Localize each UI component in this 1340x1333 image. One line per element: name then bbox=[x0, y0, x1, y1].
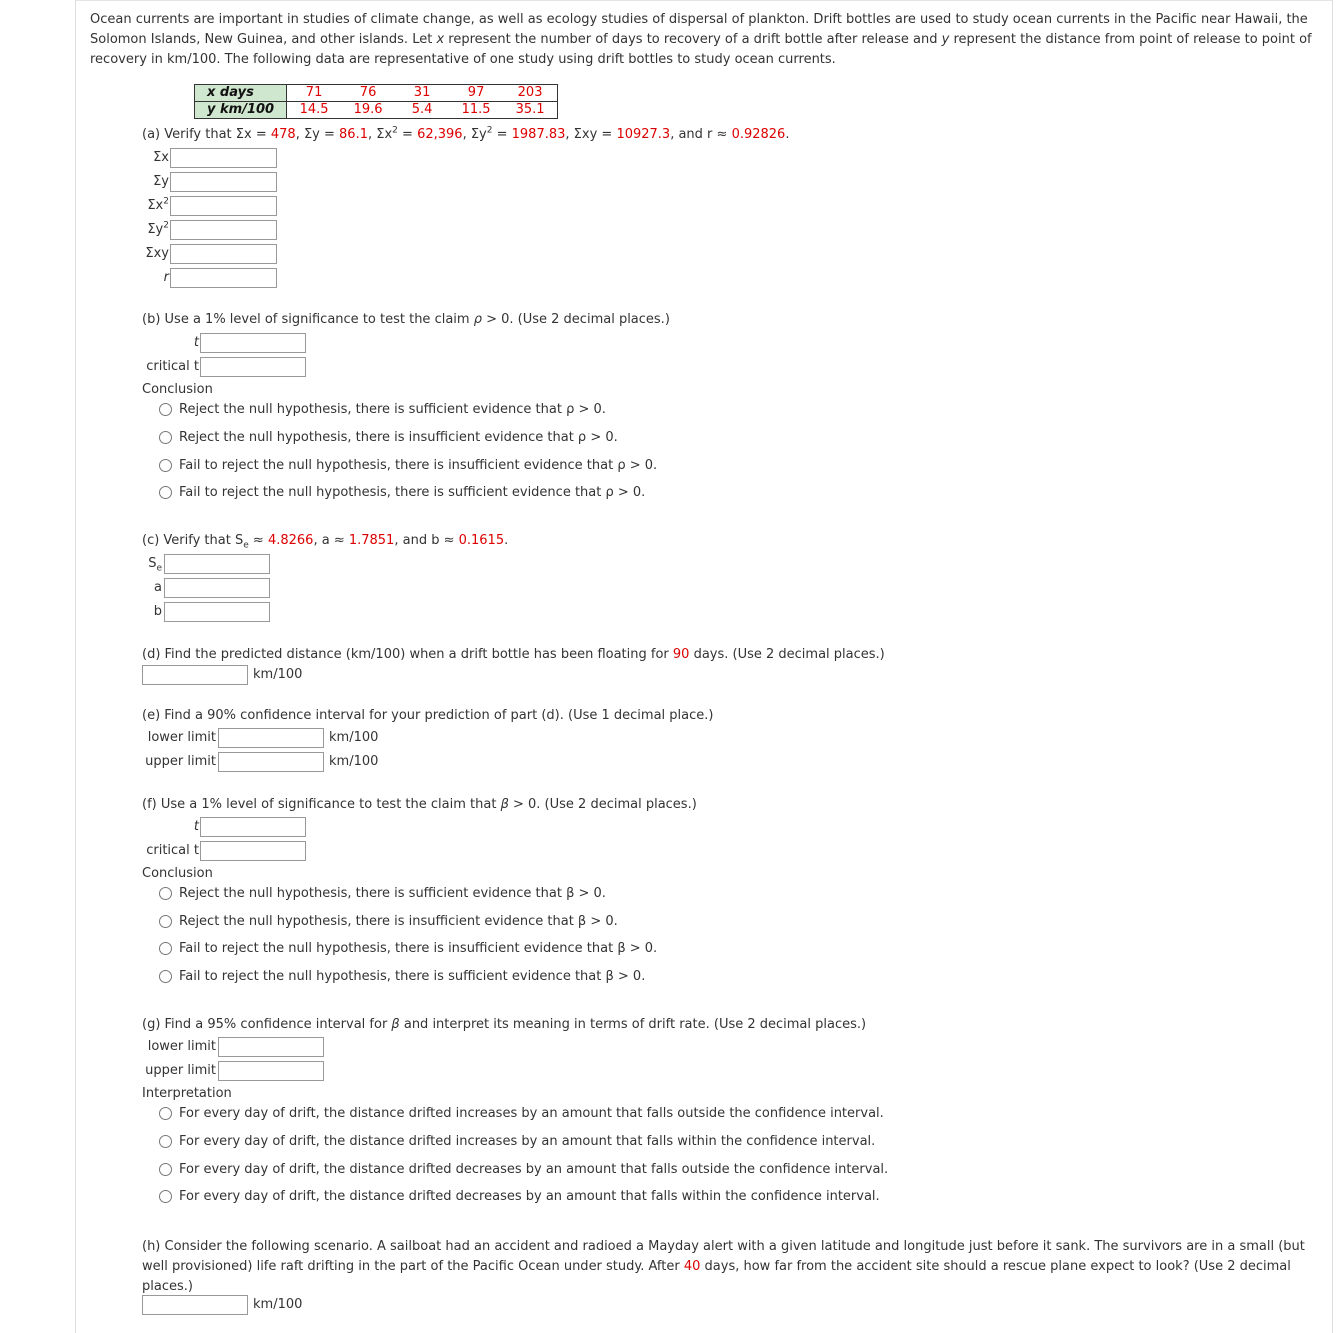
part-b-question: (b) Use a 1% level of significance to test the claim ρ > 0. (Use 2 decimal places.) bbox=[142, 312, 670, 327]
part-g-interpretation-label: Interpretation bbox=[142, 1086, 232, 1101]
part-c-question: (c) Verify that $S_e \approx 4.8266$, a ≈ 1.7851, and b ≈ 0.1615. bbox=[142, 533, 509, 551]
part-d-question: (d) Find the predicted distance (km/100) when a drift bottle has been floating for 90 days. (Use 2 decimal places.) bbox=[142, 647, 885, 662]
part-e-upper-label: upper limit bbox=[145, 754, 216, 769]
part-g-lower-input[interactable] bbox=[218, 1037, 324, 1057]
table-cell: 14.5 bbox=[299, 102, 329, 117]
part-g-option-4-radio[interactable] bbox=[159, 1190, 172, 1203]
part-g-option-1-label[interactable]: For every day of drift, the distance drifted increases by an amount that falls outside the confidence interval. bbox=[179, 1106, 884, 1121]
part-b-option-3-radio[interactable] bbox=[159, 459, 172, 472]
table-cell: 31 bbox=[395, 85, 449, 102]
sum-x2-label: $\Sigma x^2$ bbox=[147, 196, 169, 213]
part-f-option-1-label[interactable]: Reject the null hypothesis, there is sufficient evidence that β > 0. bbox=[179, 886, 606, 901]
part-g-upper-label: upper limit bbox=[145, 1063, 216, 1078]
part-e-lower-label: lower limit bbox=[147, 730, 216, 745]
part-g-upper-input[interactable] bbox=[218, 1061, 324, 1081]
b-label: b bbox=[153, 604, 162, 619]
data-table bbox=[194, 84, 558, 119]
part-e-lower-input[interactable] bbox=[218, 728, 324, 748]
part-f-option-3-label[interactable]: Fail to reject the null hypothesis, there is insufficient evidence that β > 0. bbox=[179, 941, 658, 956]
intro-text-1: Ocean currents are important in studies of climate change, as well as ecology studies of dispersal of plankton. Drift bottles are used to study ocean currents in the Pacific near Hawaii, the Solomon Islands, New Guinea, and other islands. Let bbox=[90, 12, 1308, 47]
part-f-critical-t-label: critical t bbox=[146, 843, 199, 858]
part-g-option-4-label[interactable]: For every day of drift, the distance drifted decreases by an amount that falls within the confidence interval. bbox=[179, 1189, 880, 1204]
r-input[interactable] bbox=[170, 268, 277, 288]
part-b-t-label: t bbox=[193, 335, 199, 350]
part-e-upper-input[interactable] bbox=[218, 752, 324, 772]
part-b-option-1-radio[interactable] bbox=[159, 403, 172, 416]
part-d-unit: km/100 bbox=[253, 667, 303, 682]
sum-x-label: Σx bbox=[153, 150, 169, 165]
table-cell: 11.5 bbox=[461, 102, 491, 117]
sum-y-input[interactable] bbox=[170, 172, 277, 192]
sum-y2-input[interactable] bbox=[170, 220, 277, 240]
part-f-critical-t-input[interactable] bbox=[200, 841, 306, 861]
intro-text-2: represent the number of days to recovery of a drift bottle after release and bbox=[444, 32, 942, 47]
part-e-upper-unit: km/100 bbox=[329, 754, 379, 769]
table-cell: 76 bbox=[341, 85, 395, 102]
part-b-t-input[interactable] bbox=[200, 333, 306, 353]
x-header: x days bbox=[195, 85, 287, 102]
part-f-question: (f) Use a 1% level of significance to test the claim that β > 0. (Use 2 decimal places.) bbox=[142, 797, 697, 812]
table-cell: 35.1 bbox=[515, 102, 545, 117]
intro-var-y: y bbox=[941, 32, 950, 47]
part-b-option-4-label[interactable]: Fail to reject the null hypothesis, there is sufficient evidence that ρ > 0. bbox=[179, 485, 646, 500]
table-row-y bbox=[195, 102, 558, 119]
a-label: a bbox=[154, 580, 162, 595]
table-cell: 203 bbox=[503, 85, 558, 102]
part-f-t-input[interactable] bbox=[200, 817, 306, 837]
table-cell: 97 bbox=[449, 85, 503, 102]
part-g-option-3-radio[interactable] bbox=[159, 1163, 172, 1176]
part-b-critical-t-input[interactable] bbox=[200, 357, 306, 377]
table-row-x bbox=[195, 85, 558, 102]
part-b-option-2-label[interactable]: Reject the null hypothesis, there is insufficient evidence that ρ > 0. bbox=[179, 430, 618, 445]
se-input[interactable] bbox=[164, 554, 270, 574]
part-b-critical-t-label: critical t bbox=[146, 359, 199, 374]
part-g-option-2-radio[interactable] bbox=[159, 1135, 172, 1148]
sum-y-label: Σy bbox=[153, 174, 169, 189]
part-f-option-4-radio[interactable] bbox=[159, 970, 172, 983]
part-d-input[interactable] bbox=[142, 665, 248, 685]
part-h-unit: km/100 bbox=[253, 1297, 303, 1312]
intro-var-x: x bbox=[436, 32, 445, 47]
sum-x-input[interactable] bbox=[170, 148, 277, 168]
sum-xy-label: Σxy bbox=[145, 246, 169, 261]
part-f-option-4-label[interactable]: Fail to reject the null hypothesis, there is sufficient evidence that β > 0. bbox=[179, 969, 646, 984]
part-h-question: (h) Consider the following scenario. A sailboat had an accident and radioed a Mayday alert with a given latitude and longitude just before it sank. The survivors are in a small (but well provisioned) life raft drifting in the part of the Pacific Ocean under study. After 40 days, how far from the accident site should a rescue plane expect to look? (Use 2 decimal places.) bbox=[142, 1239, 1305, 1294]
part-f-option-1-radio[interactable] bbox=[159, 887, 172, 900]
r-label: r bbox=[163, 270, 169, 285]
sum-xy-input[interactable] bbox=[170, 244, 277, 264]
part-b-option-1-label[interactable]: Reject the null hypothesis, there is sufficient evidence that ρ > 0. bbox=[179, 402, 606, 417]
table-cell: 71 bbox=[287, 85, 342, 102]
part-b-option-2-radio[interactable] bbox=[159, 431, 172, 444]
table-cell: 19.6 bbox=[353, 102, 383, 117]
problem-intro bbox=[90, 10, 1318, 70]
part-g-option-1-radio[interactable] bbox=[159, 1107, 172, 1120]
part-f-option-2-label[interactable]: Reject the null hypothesis, there is insufficient evidence that β > 0. bbox=[179, 914, 618, 929]
part-b-conclusion-label: Conclusion bbox=[142, 382, 213, 397]
y-header: y km/100 bbox=[195, 102, 287, 119]
b-input[interactable] bbox=[164, 602, 270, 622]
part-g-option-3-label[interactable]: For every day of drift, the distance drifted decreases by an amount that falls outside the confidence interval. bbox=[179, 1162, 889, 1177]
a-input[interactable] bbox=[164, 578, 270, 598]
se-label: $S_e$ bbox=[148, 556, 162, 574]
part-e-lower-unit: km/100 bbox=[329, 730, 379, 745]
part-f-option-2-radio[interactable] bbox=[159, 915, 172, 928]
sum-y2-label: $\Sigma y^2$ bbox=[147, 220, 169, 237]
part-b-option-4-radio[interactable] bbox=[159, 486, 172, 499]
part-f-conclusion-label: Conclusion bbox=[142, 866, 213, 881]
part-g-question: (g) Find a 95% confidence interval for β and interpret its meaning in terms of drift rate. (Use 2 decimal places.) bbox=[142, 1017, 867, 1032]
table-cell: 5.4 bbox=[411, 102, 433, 117]
part-a-question: (a) Verify that Σx = 478, Σy = 86.1, $\Sigma x^2 = 62,396$, $\Sigma y^2 = 1987.83$, Σxy = 10927.3, and r ≈ 0.92826. bbox=[142, 125, 790, 142]
part-f-t-label: t bbox=[193, 819, 199, 834]
part-b-option-3-label[interactable]: Fail to reject the null hypothesis, there is insufficient evidence that ρ > 0. bbox=[179, 458, 658, 473]
part-h-input[interactable] bbox=[142, 1295, 248, 1315]
part-f-option-3-radio[interactable] bbox=[159, 942, 172, 955]
sum-x2-input[interactable] bbox=[170, 196, 277, 216]
part-g-lower-label: lower limit bbox=[147, 1039, 216, 1054]
part-e-question: (e) Find a 90% confidence interval for your prediction of part (d). (Use 1 decimal place.) bbox=[142, 708, 714, 723]
part-g-option-2-label[interactable]: For every day of drift, the distance drifted increases by an amount that falls within the confidence interval. bbox=[179, 1134, 876, 1149]
intro-text-3: represent the distance from point of release to point of recovery in km/100. The following data are representative of one study using drift bottles to study ocean currents. bbox=[90, 32, 1312, 67]
